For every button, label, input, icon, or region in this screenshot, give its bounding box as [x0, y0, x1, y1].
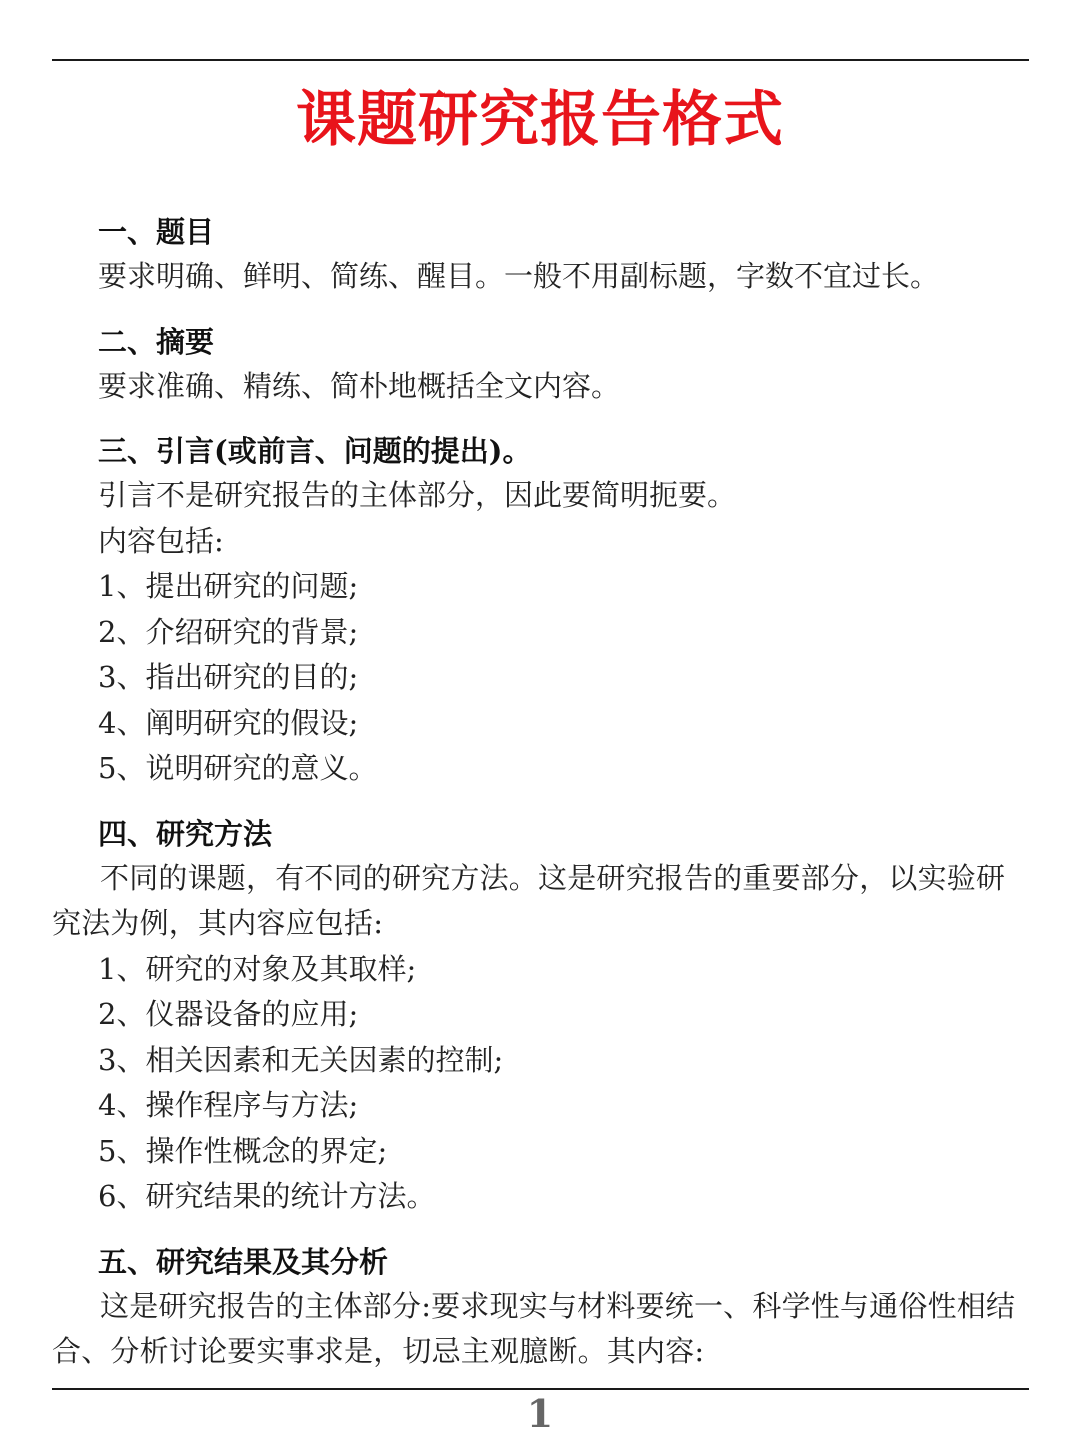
section-heading: 五、研究结果及其分析	[98, 1244, 389, 1279]
section-text: 要求准确、精练、简朴地概括全文内容。	[98, 368, 621, 403]
list-item: 1、研究的对象及其取样;	[98, 951, 417, 986]
section-heading: 二、摘要	[98, 324, 215, 359]
list-item: 3、指出研究的目的;	[98, 660, 359, 694]
section-paragraph: 不同的课题，有不同的研究方法。这是研究报告的重要部分，以实验研究法为例，其内容应包括:	[52, 860, 1006, 940]
list-item: 2、介绍研究的背景;	[98, 614, 359, 649]
list-item: 6、研究结果的统计方法。	[98, 1179, 436, 1213]
list-item: 2、仪器设备的应用;	[98, 997, 359, 1031]
section-text: 引言不是研究报告的主体部分，因此要简明扼要。	[98, 478, 737, 512]
section-text: 内容包括:	[98, 523, 224, 558]
section-heading: 三、引言(或前言、问题的提出)。	[98, 434, 532, 468]
section-abstract	[52, 320, 1029, 410]
section-methods	[52, 812, 1029, 1220]
list-item: 5、操作性概念的界定;	[98, 1133, 388, 1168]
section-title	[52, 210, 1029, 300]
section-introduction	[52, 429, 1029, 792]
section-heading: 一、题目	[98, 215, 215, 249]
section-results	[52, 1240, 1029, 1375]
section-text: 要求明确、鲜明、简练、醒目。一般不用副标题，字数不宜过长。	[98, 259, 940, 293]
top-divider	[52, 59, 1029, 61]
list-item: 5、说明研究的意义。	[98, 751, 378, 785]
page-title: 课题研究报告格式	[296, 85, 784, 155]
section-paragraph: 这是研究报告的主体部分:要求现实与材料要统一、科学性与通俗性相结合、分析讨论要实事求是，切忌主观臆断。其内容:	[52, 1288, 1016, 1368]
section-heading: 四、研究方法	[98, 816, 273, 851]
list-item: 4、操作程序与方法;	[98, 1088, 359, 1122]
document-body	[52, 210, 1029, 1395]
list-item: 3、相关因素和无关因素的控制;	[98, 1042, 504, 1077]
bottom-divider	[52, 1388, 1029, 1390]
list-item: 1、提出研究的问题;	[98, 569, 359, 603]
page-number: 1	[526, 1391, 554, 1436]
list-item: 4、阐明研究的假设;	[98, 705, 359, 740]
